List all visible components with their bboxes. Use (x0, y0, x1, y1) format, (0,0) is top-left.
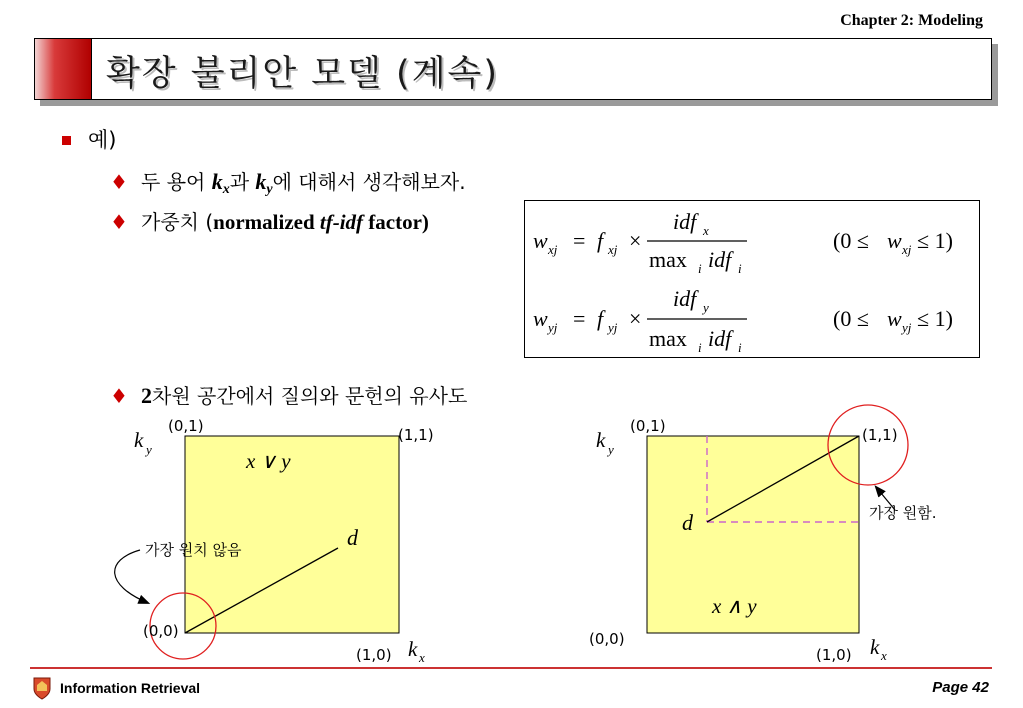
unit-square-or (185, 436, 399, 633)
formula-box (524, 200, 980, 358)
svg-text:×: × (629, 228, 642, 253)
corner-label: (0,1) (630, 417, 666, 435)
svg-text:x: x (419, 650, 425, 665)
diamond-bullet-icon: ♦ (110, 170, 128, 194)
svg-text:f: f (597, 306, 604, 331)
svg-text:≤ 1): ≤ 1) (917, 306, 953, 331)
svg-text:idf: idf (708, 326, 732, 351)
svg-text:yj: yj (902, 320, 912, 335)
bullet-item-terms: ♦ 두 용어 $k_x$과 $k_y$에 대해서 생각해보자. (110, 169, 466, 198)
svg-text:w: w (533, 228, 548, 253)
svg-text:(0 ≤: (0 ≤ (833, 306, 869, 331)
svg-text:idf: idf (673, 286, 697, 311)
chapter-label: Chapter 2: Modeling (840, 12, 983, 29)
slide-title: 확장 불리안 모델 (계속) (106, 54, 499, 94)
note-arrow-or (115, 550, 148, 603)
note-desired: 가장 원함. (869, 504, 937, 522)
diagram-and (589, 405, 937, 664)
diagram-or (115, 417, 434, 665)
svg-text:w: w (887, 306, 902, 331)
svg-text:f: f (597, 228, 604, 253)
svg-text:idf: idf (708, 247, 732, 272)
svg-text:i: i (698, 340, 702, 355)
example-label: 예) (88, 128, 117, 152)
svg-text:yj: yj (608, 320, 618, 335)
op-label-and: x ∧ y (712, 594, 757, 618)
ky-axis-label: k (596, 428, 606, 452)
svg-text:max: max (649, 247, 687, 272)
ky-axis-label: k (134, 428, 144, 452)
bullet-item-weight: ♦ 가중치 (normalized tf-idf factor) (110, 210, 429, 234)
formula-wy (533, 286, 953, 355)
corner-label: (1,0) (816, 646, 852, 664)
svg-text:y: y (146, 442, 152, 457)
corner-label: (1,1) (398, 426, 434, 444)
svg-text:i: i (698, 261, 702, 276)
svg-text:w: w (533, 306, 548, 331)
svg-text:yj: yj (548, 320, 558, 335)
svg-text:xj: xj (902, 242, 912, 257)
corner-label: (1,1) (862, 426, 898, 444)
doc-label: d (347, 525, 358, 550)
corner-label: (0,0) (143, 622, 179, 640)
doc-label: d (682, 510, 693, 535)
footer-divider (30, 667, 992, 669)
op-label-or: x ∨ y (246, 449, 291, 473)
diamond-bullet-icon: ♦ (110, 210, 128, 234)
corner-label: (0,1) (168, 417, 204, 435)
footer-course-title: Information Retrieval (60, 680, 201, 696)
formula-wx (533, 209, 953, 276)
svg-text:(0 ≤: (0 ≤ (833, 228, 869, 253)
page-number: Page 42 (932, 679, 989, 696)
title-accent-block (34, 38, 92, 100)
note-undesired: 가장 원치 않음 (145, 541, 242, 559)
svg-text:i: i (738, 261, 742, 276)
bullet-item-similarity: ♦ 2차원 공간에서 질의와 문헌의 유사도 (110, 383, 468, 408)
svg-text:xj: xj (548, 242, 558, 257)
svg-text:max: max (649, 326, 687, 351)
svg-text:idf: idf (673, 209, 697, 234)
formula-svg (525, 201, 981, 359)
svg-text:=: = (573, 306, 586, 331)
crest-icon (32, 676, 52, 704)
diamond-bullet-icon: ♦ (110, 384, 128, 408)
svg-text:x: x (703, 223, 709, 238)
diagrams-svg (0, 400, 1023, 668)
svg-text:y: y (608, 442, 614, 457)
square-bullet-icon (62, 136, 71, 145)
kx-axis-label: k (870, 635, 880, 659)
svg-text:w: w (887, 228, 902, 253)
svg-text:=: = (573, 228, 586, 253)
svg-text:x: x (881, 648, 887, 663)
kx-axis-label: k (408, 637, 418, 661)
svg-text:xj: xj (608, 242, 618, 257)
svg-text:×: × (629, 306, 642, 331)
svg-text:≤ 1): ≤ 1) (917, 228, 953, 253)
svg-text:i: i (738, 340, 742, 355)
corner-label: (1,0) (356, 646, 392, 664)
corner-label: (0,0) (589, 630, 625, 648)
svg-text:y: y (703, 300, 709, 315)
